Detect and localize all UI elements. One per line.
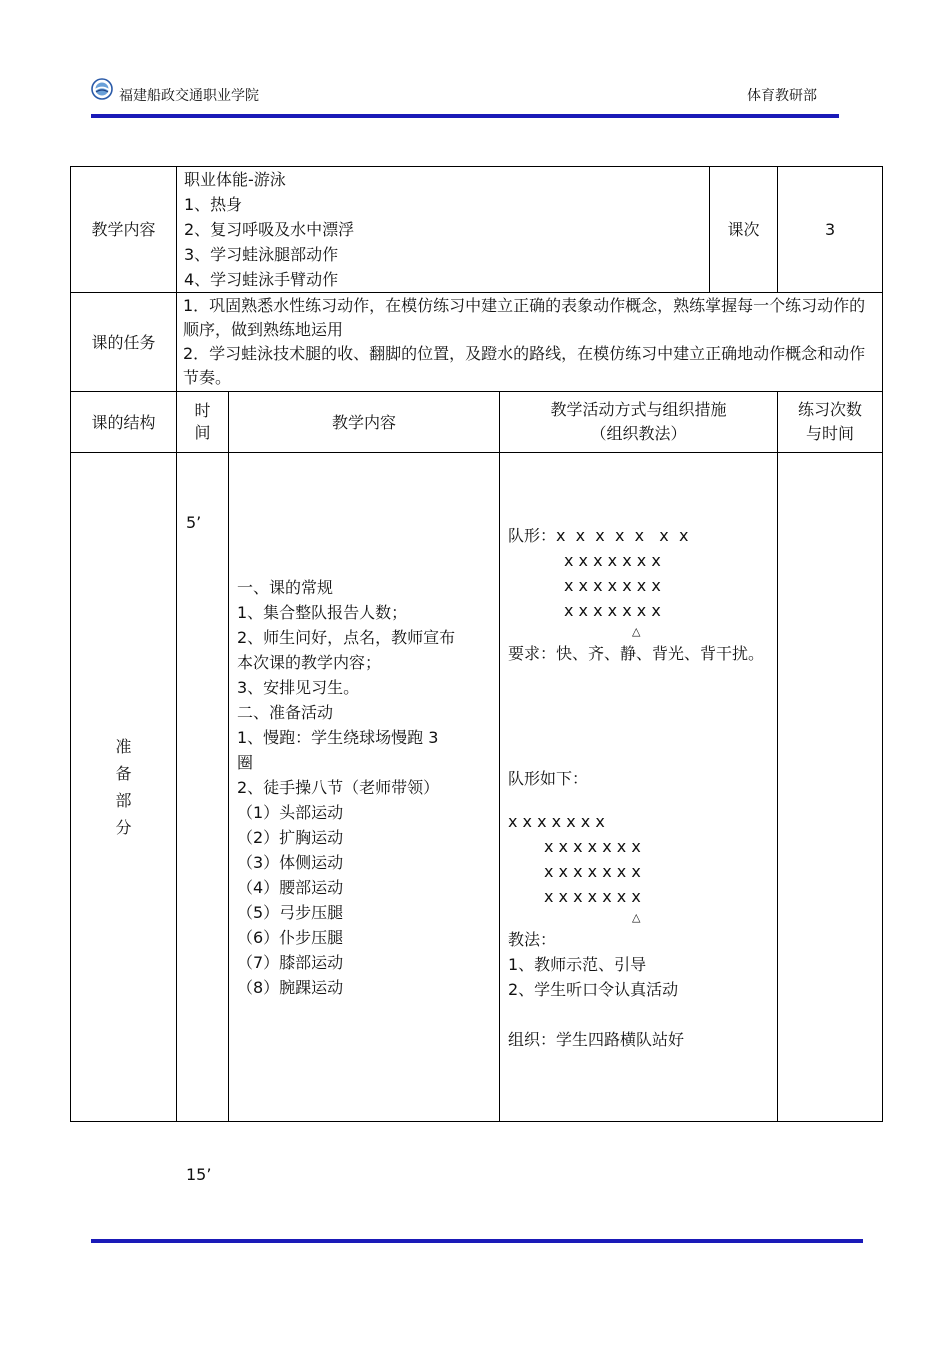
prep-content-line: （4）腰部运动 <box>237 877 344 897</box>
preparation-label <box>71 453 177 1122</box>
prep-content-line: 2、师生问好，点名，教师宣布 <box>237 627 456 647</box>
prep-content-line: 本次课的教学内容； <box>237 652 382 672</box>
footer-divider <box>91 1239 863 1243</box>
prep-content-line: （3）体侧运动 <box>237 852 344 872</box>
organization-text: 组织：学生四路横队站好 <box>508 1029 685 1049</box>
prep-content-line: （1）头部运动 <box>237 802 344 822</box>
task-text <box>177 293 883 392</box>
method-label: 教法： <box>508 929 557 949</box>
preparation-practice <box>778 453 883 1122</box>
method-line: 2、学生听口令认真活动 <box>508 979 679 999</box>
lesson-number-label: 课次 <box>710 167 778 293</box>
formation-label: 队形： <box>508 525 557 545</box>
content-label: 教学内容 <box>71 167 177 293</box>
prep-content-line: 2、徒手操八节（老师带领） <box>237 777 440 797</box>
prep-content-line: 一、课的常规 <box>237 577 334 597</box>
task-item-2: 2．学习蛙泳技术腿的收、翻脚的位置，及蹬水的路线，在模仿练习中建立正确地动作概念和动作节奏。 <box>183 344 866 387</box>
task-row <box>71 293 883 392</box>
prep-content-line: （2）扩胸运动 <box>237 827 344 847</box>
prep-label-char: 部 <box>115 791 132 810</box>
formation-row: x x x x x x x <box>556 525 689 545</box>
prep-content-line: 1、慢跑：学生绕球场慢跑 3 <box>237 727 439 747</box>
formation-1 <box>508 523 770 548</box>
formation-row: x x x x x x x <box>564 550 661 570</box>
prep-label-char: 准 <box>115 737 132 756</box>
formation-row: x x x x x x x <box>544 861 641 881</box>
formation-row: x x x x x x x <box>544 836 641 856</box>
content-line: 4、学习蛙泳手臂动作 <box>184 270 339 289</box>
activity-header-line: 教学活动方式与组织措施 <box>550 400 727 419</box>
time-header-line: 间 <box>194 423 211 442</box>
formation-label: 队形如下： <box>508 768 589 788</box>
method-line: 1、教师示范、引导 <box>508 954 647 974</box>
prep-label-char: 分 <box>115 818 132 837</box>
activity-header-line: （组织教法） <box>590 424 687 443</box>
activity-header <box>500 392 778 453</box>
preparation-row <box>71 453 883 1122</box>
prep-content-line: （8）腕踝运动 <box>237 977 344 997</box>
prep-content-line: （7）膝部运动 <box>237 952 344 972</box>
task-item-1: 1．巩固熟悉水性练习动作，在模仿练习中建立正确的表象动作概念，熟练掌握每一个练习动作的顺序，做到熟练地运用 <box>183 296 866 339</box>
preparation-activity <box>500 453 778 1122</box>
teacher-position-marker: △ <box>632 910 641 924</box>
structure-header-row <box>71 392 883 453</box>
formation-row: x x x x x x x <box>564 600 661 620</box>
teacher-position-marker: △ <box>632 624 641 638</box>
prep-content-line: 3、安排见习生。 <box>237 677 360 697</box>
content-line: 1、热身 <box>184 195 243 214</box>
time-start: 5’ <box>186 513 202 532</box>
prep-content-line: （5）弓步压腿 <box>237 902 344 922</box>
time-end: 15’ <box>186 1165 212 1184</box>
content-list <box>177 167 710 293</box>
preparation-content <box>229 453 500 1122</box>
preparation-time <box>177 453 229 1184</box>
lesson-plan-table <box>70 166 883 1184</box>
time-header <box>177 392 229 453</box>
content-line: 职业体能-游泳 <box>184 170 286 189</box>
content-row <box>71 167 883 293</box>
page-header <box>91 74 839 104</box>
lesson-number: 3 <box>778 167 883 293</box>
content-header: 教学内容 <box>229 392 500 453</box>
content-line: 3、学习蛙泳腿部动作 <box>184 245 339 264</box>
task-label: 课的任务 <box>71 293 177 392</box>
practice-header-line: 与时间 <box>806 424 855 443</box>
prep-content-line: 1、集合整队报告人数； <box>237 602 408 622</box>
practice-header <box>778 392 883 453</box>
formation-row: x x x x x x x <box>508 811 605 831</box>
formation-row: x x x x x x x <box>564 575 661 595</box>
prep-content-line: （6）仆步压腿 <box>237 927 344 947</box>
prep-label-char: 备 <box>115 764 132 783</box>
school-name: 福建船政交通职业学院 <box>119 88 259 104</box>
prep-content-line: 圈 <box>237 752 254 772</box>
department-name: 体育教研部 <box>747 88 817 104</box>
school-logo-icon <box>91 78 113 100</box>
structure-header: 课的结构 <box>71 392 177 453</box>
time-header-line: 时 <box>194 401 211 420</box>
requirement-text: 要求：快、齐、静、背光、背干扰。 <box>508 643 765 663</box>
practice-header-line: 练习次数 <box>798 400 863 419</box>
formation-row: x x x x x x x <box>544 886 641 906</box>
header-divider <box>91 114 839 118</box>
prep-content-line: 二、准备活动 <box>237 702 334 722</box>
content-line: 2、复习呼吸及水中漂浮 <box>184 220 355 239</box>
